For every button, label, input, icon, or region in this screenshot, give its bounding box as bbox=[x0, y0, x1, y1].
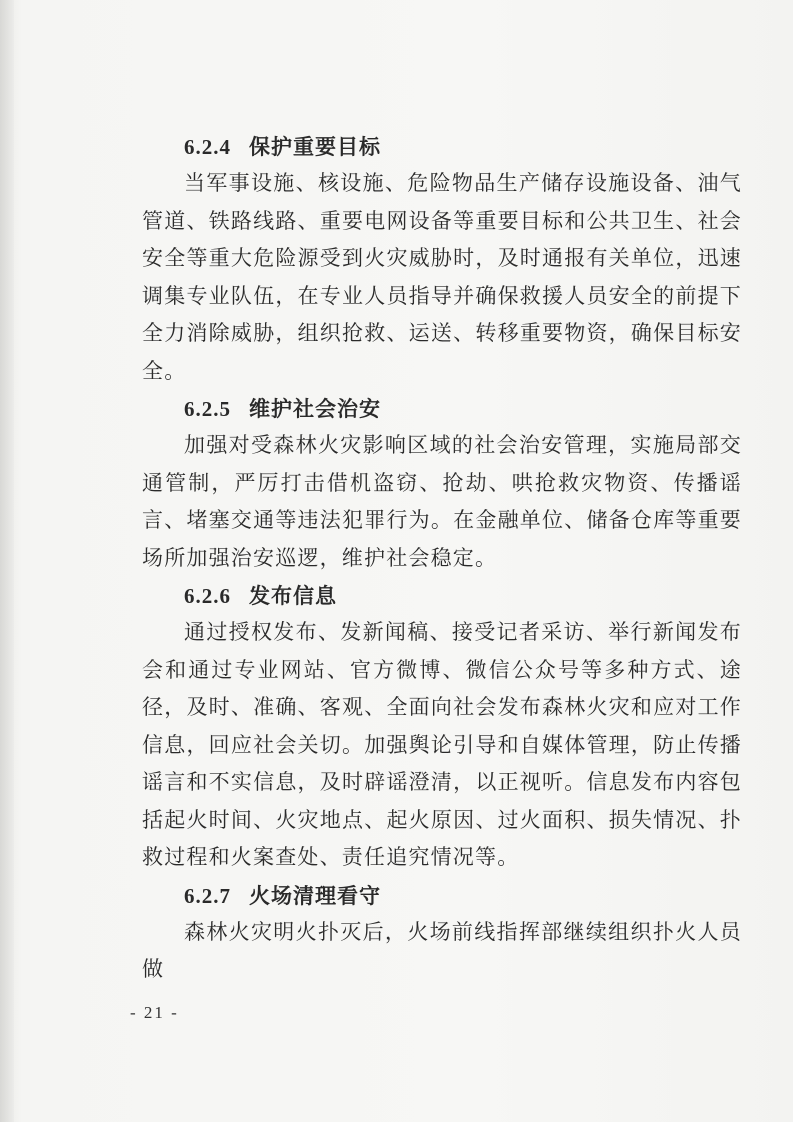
section-number: 6.2.5 bbox=[184, 397, 231, 421]
section-title: 火场清理看守 bbox=[249, 882, 381, 908]
document-body bbox=[142, 128, 742, 989]
section-6-2-5 bbox=[142, 390, 742, 577]
section-heading bbox=[142, 577, 742, 614]
section-paragraph: 当军事设施、核设施、危险物品生产储存设施设备、油气管道、铁路线路、重要电网设备等重要目标和公共卫生、社会安全等重大危险源受到火灾威胁时，及时通报有关单位，迅速调集专业队伍，在专业人员指导并确保救援人员安全的前提下全力消除威胁，组织抢救、运送、转移重要物资，确保目标安全。 bbox=[142, 171, 742, 383]
section-title: 发布信息 bbox=[249, 583, 337, 608]
section-title: 维护社会治安 bbox=[249, 396, 381, 421]
section-heading bbox=[142, 877, 742, 914]
section-6-2-7 bbox=[142, 877, 742, 989]
section-paragraph: 森林火灾明火扑灭后，火场前线指挥部继续组织扑火人员做 bbox=[142, 919, 742, 981]
section-number: 6.2.4 bbox=[184, 135, 231, 159]
section-title: 保护重要目标 bbox=[249, 134, 381, 159]
section-number: 6.2.6 bbox=[184, 584, 231, 608]
section-paragraph: 加强对受森林火灾影响区域的社会治安管理，实施局部交通管制，严厉打击借机盗窃、抢劫、哄抢救灾物资、传播谣言、堵塞交通等违法犯罪行为。在金融单位、储备仓库等重要场所加强治安巡逻，维护社会稳定。 bbox=[142, 433, 742, 570]
page-number: - 21 - bbox=[130, 1003, 179, 1022]
section-6-2-4 bbox=[142, 128, 742, 390]
section-6-2-6 bbox=[142, 577, 742, 877]
scan-edge bbox=[0, 0, 14, 1122]
section-paragraph: 通过授权发布、发新闻稿、接受记者采访、举行新闻发布会和通过专业网站、官方微博、微信公众号等多种方式、途径，及时、准确、客观、全面向社会发布森林火灾和应对工作信息，回应社会关切。加强舆论引导和自媒体管理，防止传播谣言和不实信息，及时辟谣澄清，以正视听。信息发布内容包括起火时间、火灾地点、起火原因、过火面积、损失情况、扑救过程和火案查处、责任追究情况等。 bbox=[142, 620, 742, 869]
section-heading bbox=[142, 390, 742, 427]
section-number: 6.2.7 bbox=[184, 883, 231, 908]
section-heading bbox=[142, 128, 742, 165]
